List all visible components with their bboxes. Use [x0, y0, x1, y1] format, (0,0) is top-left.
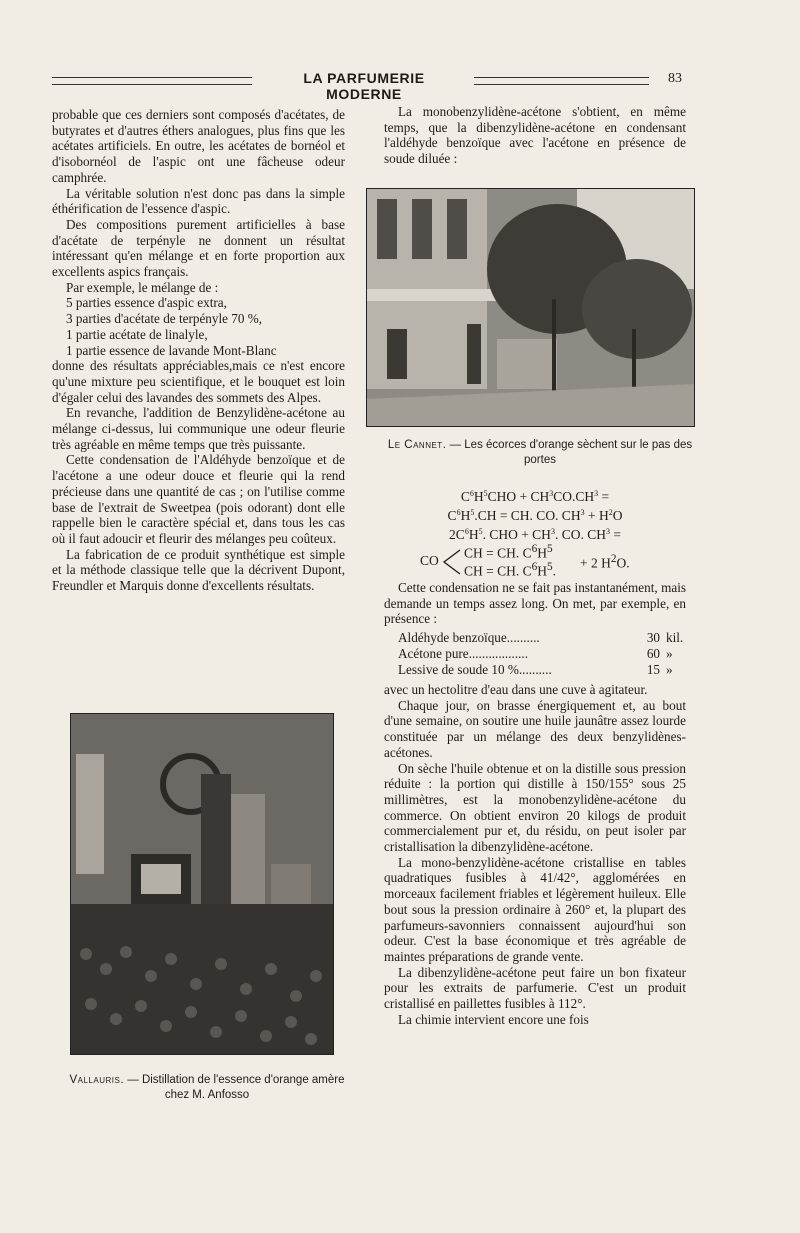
paragraph: Par exemple, le mélange de : — [66, 279, 219, 295]
caption-right — [380, 438, 700, 468]
paragraph: En revanche, l'addition de Benzylidène-acétone au mélange ci-dessus, lui communique une odeur fleurie très agréable en même temps que très puissante. — [52, 405, 345, 452]
page-number: 83 — [668, 71, 682, 86]
list-item: 1 partie acétate de linalyle, — [66, 326, 208, 342]
running-header — [52, 70, 682, 102]
recipe-qty: 60 — [646, 646, 660, 661]
photo-le-cannet — [366, 188, 695, 427]
paragraph: Chaque jour, on brasse énergiquement et, au bout d'une semaine, on soutire une huile jaunâtre assez lourde constituée par un mélange des deux benzylidènes-acétones. — [384, 697, 686, 760]
recipe-qty: 30 — [646, 630, 660, 645]
paragraph: Des compositions purement artificielles à base d'acétate de terpényle ne donnent un résultat intéressant qu'en mélange et en forte proportion aux excellents aspics français. — [52, 216, 345, 280]
recipe-row — [398, 662, 686, 678]
recipe-unit: » — [666, 662, 673, 677]
caption-text: — Distillation de l'essence d'orange amère chez M. Anfosso — [127, 1074, 345, 1101]
caption-text: — Les écorces d'orange sèchent sur le pas des portes — [449, 439, 693, 466]
header-rule-left — [52, 77, 252, 85]
recipe-list — [398, 630, 686, 678]
formula-co: CO — [420, 553, 439, 568]
formula-line-3: $2C^6H^5$. CHO + $CH^3$. CO. $CH^3$ = — [449, 527, 621, 542]
distillation-illustration — [71, 714, 333, 1054]
street-illustration — [367, 189, 694, 426]
journal-title: LA PARFUMERIE MODERNE — [303, 70, 425, 102]
recipe-row — [398, 630, 686, 646]
paragraph: probable que ces derniers sont composés d'acétates, de butyrates et d'autres éthers analogues, plus fins que les acétates artificiels. En outre, les acétates de bornéol et d'isobornéol de l'aspic ont une fâcheuse odeur camphrée. — [52, 107, 345, 185]
recipe-name: Acétone pure.................. — [398, 646, 529, 661]
right-column-after-formula — [384, 580, 686, 627]
formula-line-4 — [420, 543, 660, 581]
left-column — [52, 107, 345, 594]
header-rule-right — [474, 77, 649, 85]
recipe-name: Lessive de soude 10 %.......... — [398, 662, 552, 677]
formula-top-branch: CH = CH. $C^6H^5$ — [464, 543, 553, 561]
paragraph: Cette condensation ne se fait pas instantanément, mais demande un temps assez long. On met, par exemple, en présence : — [384, 580, 686, 627]
caption-place: Vallauris. — [69, 1074, 125, 1086]
right-column-intro — [384, 104, 686, 167]
list-item: 5 parties essence d'aspic extra, — [66, 295, 227, 311]
paragraph: On sèche l'huile obtenue et on la distille sous pression réduite : la portion qui distille à 150/155° sous 25 millimètres, est la monobenzylidène-acétone du commerce. On obtient environ 20 kilogs de produit commercialement pur et, du résidu, on peut isoler par cristallisation la dibenzylidène-acétone. — [384, 760, 686, 855]
paragraph: La chimie intervient encore une fois — [398, 1011, 589, 1027]
formula-bottom-branch: CH = CH. $C^6H^5$. — [464, 561, 557, 579]
caption-place: Le Cannet. — [387, 439, 447, 451]
paragraph: La dibenzylidène-acétone peut faire un bon fixateur pour les extraits de parfumerie. C'est un produit cristallisé en paillettes fusibles à 112°. — [384, 964, 686, 1012]
recipe-unit: kil. — [666, 630, 684, 645]
formula-line-2: $C^6H^5.CH$ = CH. CO. $CH^3 + H^2O$ — [447, 508, 623, 523]
photo-distillation — [70, 713, 334, 1055]
recipe-unit: » — [666, 646, 673, 661]
paragraph: Cette condensation de l'Aldéhyde benzoïque et de l'acétone a une odeur douce et fleurie qui la rend précieuse dans une quantité de cas ; on l'utilise comme base de l'extrait de Sweetpea (pois odorant) dont elle rappelle bien le caractère spécial et, dans tous les cas où il faut adoucir et fleurir des mélanges peu coûteux. — [52, 452, 345, 546]
paragraph: La mono-benzylidène-acétone cristallise en tables quadratiques fusibles à 41/42°, agglomérées en morceaux facilement friables et légèrement huileux. Elle bout sous la pression ordinaire à 260° et, la plupart des parfumeurs-savonniers connaissent aujourd'hui son odeur. C'est la base économique et très agréable de maintes préparations de grande vente. — [384, 854, 686, 964]
paragraph: La monobenzylidène-acétone s'obtient, en même temps, que la dibenzylidène-acétone en condensant l'aldéhyde benzoïque avec l'acétone en présence de soude diluée : — [384, 104, 686, 167]
paragraph: La véritable solution n'est donc pas dans la simple éthérification de l'essence d'aspic. — [52, 185, 345, 217]
paragraph: avec un hectolitre d'eau dans une cuve à agitateur. — [384, 682, 648, 697]
paragraph: donne des résultats appréciables,mais ce n'est encore qu'une mixture peu scientifique, et le bouquet est loin d'égaler celui des lavandes des sommets des Alpes. — [52, 358, 345, 405]
branch-icon — [442, 547, 462, 577]
recipe-row — [398, 646, 686, 662]
right-column-body — [384, 682, 686, 1027]
recipe-qty: 15 — [646, 662, 660, 677]
formula-rest: + 2 $H^2O$. — [580, 553, 630, 571]
recipe-name: Aldéhyde benzoïque.......... — [398, 630, 540, 645]
caption-left — [62, 1073, 352, 1103]
paragraph: La fabrication de ce produit synthétique est simple et la méthode classique telle que la décrivent Dupont, Freundler et Marquis donne d'excellents résultats. — [52, 546, 345, 594]
list-item: 3 parties d'acétate de terpényle 70 %, — [66, 311, 263, 327]
list-item: 1 partie essence de lavande Mont-Blanc — [66, 342, 277, 358]
formula-line-1: $C^6H^5CHO + CH^3CO.CH^3$ = — [460, 489, 610, 504]
